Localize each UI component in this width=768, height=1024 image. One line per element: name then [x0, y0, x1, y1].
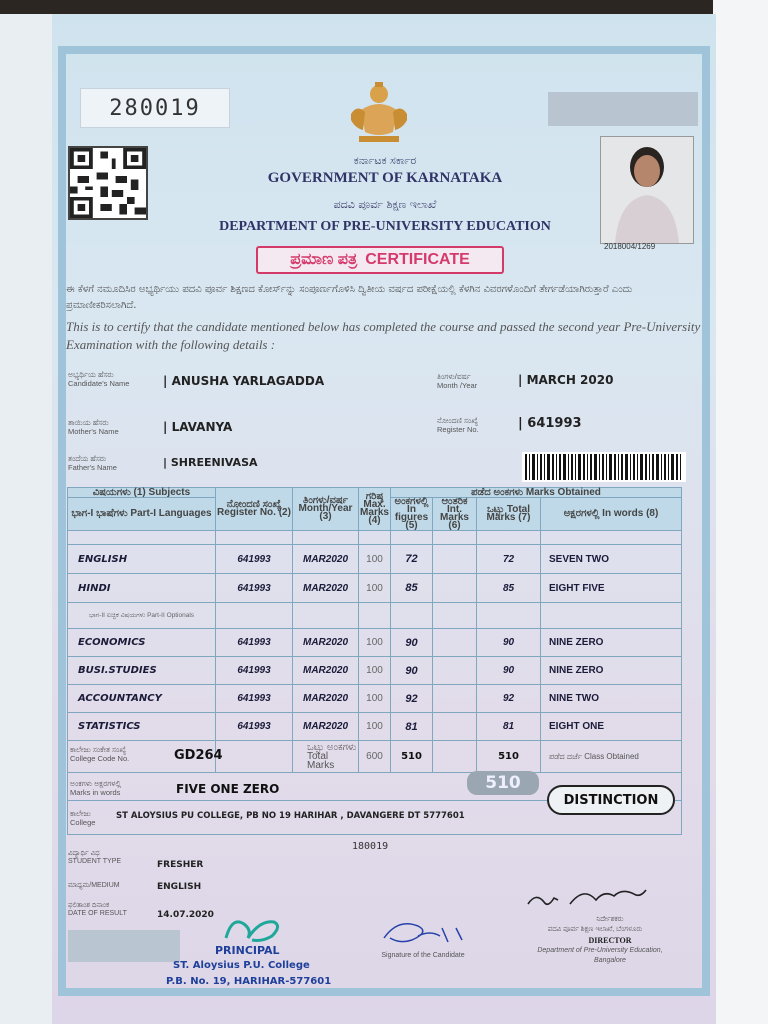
karnataka-emblem-icon — [343, 80, 415, 146]
month-year-label: ತಿಂಗಳು/ವರ್ಷ Month /Year — [437, 372, 478, 390]
college-code: GD264 — [174, 748, 223, 763]
header-total: ಒಟ್ಟು Total Marks (7) — [477, 498, 541, 531]
subject-words: NINE TWO — [541, 685, 682, 713]
subject-max: 100 — [359, 574, 391, 603]
table-row — [68, 657, 682, 685]
subject-marks: 81 — [391, 713, 433, 741]
subject-max: 100 — [359, 657, 391, 685]
qr-code-icon — [68, 146, 148, 220]
candidate-signature-label: Signature of the Candidate — [381, 952, 465, 959]
subject-month: MAR2020 — [293, 629, 359, 657]
subject-marks: 90 — [391, 657, 433, 685]
class-obtained-label: ಪಡೆದ ದರ್ಜೆ Class Obtained — [541, 741, 682, 773]
college-code-label: ಕಾಲೇಜು ಸಂಕೇತ ಸಂಖ್ಯೆ College Code No. — [70, 745, 130, 763]
subject-total: 90 — [477, 629, 541, 657]
subject-name: ACCOUNTANCY — [68, 685, 216, 713]
intro-english: This is to certify that the candidate mentioned below has completed the course and passed the second year Pre-University Examination with the following details : — [66, 319, 701, 352]
college-stamp-line1: ST. Aloysius P.U. College — [173, 960, 310, 971]
mother-name: | LAVANYA — [163, 420, 233, 434]
total-grand: 510 — [477, 741, 541, 773]
subject-name: HINDI — [68, 574, 216, 603]
name-label: ಅಭ್ಯರ್ಥಿಯ ಹೆಸರು Candidate's Name — [68, 370, 130, 388]
certificate-title-kannada: ಪ್ರಮಾಣ ಪತ್ರ — [290, 251, 358, 268]
table-row — [68, 685, 682, 713]
subject-register: 641993 — [216, 657, 293, 685]
director-dept-kannada: ಪದವಿ ಪೂರ್ವ ಶಿಕ್ಷಣ ಇಲಾಖೆ, ಬೆಂಗಳೂರು — [547, 926, 643, 933]
certificate-title — [256, 246, 504, 274]
subject-register: 641993 — [216, 574, 293, 603]
student-type-label: ವಿದ್ಯಾರ್ಥಿ ವಿಧ STUDENT TYPE — [68, 850, 122, 865]
table-row — [68, 574, 682, 603]
student-type: FRESHER — [157, 860, 204, 870]
marks-table — [67, 487, 682, 835]
subject-words: NINE ZERO — [541, 629, 682, 657]
dept-title: DEPARTMENT OF PRE-UNIVERSITY EDUCATION — [219, 219, 551, 234]
gov-title: GOVERNMENT OF KARNATAKA — [267, 170, 503, 186]
barcode-icon — [522, 452, 686, 482]
subject-max: 100 — [359, 685, 391, 713]
serial-number: 280019 — [80, 88, 230, 128]
date-of-result: 14.07.2020 — [157, 910, 214, 920]
totals-row — [68, 741, 682, 773]
subject-month: MAR2020 — [293, 545, 359, 574]
subject-marks: 85 — [391, 574, 433, 603]
subject-max: 100 — [359, 545, 391, 574]
mother-label: ತಾಯಿಯ ಹೆಸರು Mother's Name — [68, 418, 119, 436]
subject-month: MAR2020 — [293, 713, 359, 741]
header-in-words: ಅಕ್ಷರಗಳಲ್ಲಿ In words (8) — [541, 498, 682, 531]
class-obtained: DISTINCTION — [547, 785, 675, 815]
header-part1: ಭಾಗ-I ಭಾಷೆಗಳು Part-I Languages — [68, 498, 216, 531]
subject-name: ECONOMICS — [68, 629, 216, 657]
total-max: 600 — [359, 741, 391, 773]
subject-total: 72 — [477, 545, 541, 574]
subject-register: 641993 — [216, 629, 293, 657]
header-obtained: ಪಡೆದ ಅಂಕಗಳು Marks Obtained — [391, 488, 682, 498]
header-register: ನೋಂದಣಿ ಸಂಖ್ಯೆ Register No. (2) — [216, 488, 293, 531]
subject-month: MAR2020 — [293, 574, 359, 603]
medium-label: ಮಾಧ್ಯಮ/MEDIUM — [68, 882, 120, 889]
redacted-box — [548, 92, 698, 126]
total-obtained: 510 — [391, 741, 433, 773]
table-row — [68, 629, 682, 657]
subject-max: 100 — [359, 713, 391, 741]
subject-register: 641993 — [216, 713, 293, 741]
principal-signature-icon — [222, 910, 284, 946]
photo-id: 2018004/1269 — [604, 242, 656, 251]
register-label: ನೋಂದಣಿ ಸಂಖ್ಯೆ Register No. — [437, 416, 479, 434]
subject-register: 641993 — [216, 545, 293, 574]
total-marks-label: ಒಟ್ಟು ಅಂಕಗಳು Total Marks — [293, 741, 359, 773]
director-signature-icon — [522, 882, 652, 914]
subject-marks: 72 — [391, 545, 433, 574]
photo-background-right — [713, 0, 768, 1024]
subject-max: 100 — [359, 629, 391, 657]
father-label: ತಂದೆಯ ಹೆಸರು Father's Name — [68, 454, 117, 472]
college-stamp-line2: P.B. No. 19, HARIHAR-577601 — [166, 976, 332, 987]
subject-total: 92 — [477, 685, 541, 713]
header-month: ತಿಂಗಳು/ವರ್ಷ Month/Year (3) — [293, 488, 359, 531]
gov-title-kannada: ಕರ್ನಾಟಕ ಸರ್ಕಾರ — [353, 154, 417, 167]
dept-title-kannada: ಪದವಿ ಪೂರ್ವ ಶಿಕ್ಷಣ ಇಲಾಖೆ — [333, 198, 437, 211]
director-label: DIRECTOR — [588, 936, 632, 945]
subject-register: 641993 — [216, 685, 293, 713]
subject-words: EIGHT FIVE — [541, 574, 682, 603]
subject-name: BUSI.STUDIES — [68, 657, 216, 685]
intro-kannada: ಈ ಕೆಳಗೆ ನಮೂದಿಸಿರ ಅಭ್ಯರ್ಥಿಯು ಪದವಿ ಪೂರ್ವ ಶಿಕ್ಷಣದ ಕೋರ್ಸ್‌ನ್ನು ಸಂಪೂರ್ಣಗೊಳಿಸಿ ದ್ವಿತೀಯ ವರ್ಷದ ಪರೀಕ್ಷೆಯಲ್ಲಿ ಕೆಳಗಿನ ವಿವರಗಳೊಂದಿಗೆ ತೇರ್ಗಡೆಯಾಗಿರುತ್ತಾರೆ ಎಂದು ಪ್ರಮಾಣೀಕರಿಸಲಾಗಿದೆ. — [66, 284, 633, 311]
total-badge: 510 — [467, 771, 539, 795]
subject-name: ENGLISH — [68, 545, 216, 574]
header-internal: ಆಂತರಿಕ Int. Marks (6) — [433, 498, 477, 531]
director-dept: Department of Pre-University Education, — [537, 947, 663, 954]
subject-month: MAR2020 — [293, 685, 359, 713]
certificate-title-english: CERTIFICATE — [365, 251, 470, 268]
subject-marks: 90 — [391, 629, 433, 657]
subject-words: NINE ZERO — [541, 657, 682, 685]
handwritten-serial: 180019 — [352, 841, 389, 852]
total-in-words: FIVE ONE ZERO — [176, 782, 280, 796]
photo-background-top — [0, 0, 768, 14]
father-name: | SHREENIVASA — [163, 456, 258, 469]
subject-words: EIGHT ONE — [541, 713, 682, 741]
header-subjects: ವಿಷಯಗಳು (1) Subjects — [68, 488, 216, 498]
date-of-result-label: ಫಲಿತಾಂಶ ದಿನಾಂಕ DATE OF RESULT — [68, 902, 127, 917]
table-row — [68, 545, 682, 574]
exam-month: | MARCH 2020 — [518, 373, 614, 387]
subject-words: SEVEN TWO — [541, 545, 682, 574]
header-in-figures: ಅಂಕಗಳಲ್ಲಿ In figures (5) — [391, 498, 433, 531]
college-label: ಕಾಲೇಜು College — [70, 809, 96, 827]
principal-label: PRINCIPAL — [215, 944, 280, 957]
redacted-box — [68, 930, 180, 962]
medium: ENGLISH — [157, 882, 202, 892]
subject-total: 85 — [477, 574, 541, 603]
subject-marks: 92 — [391, 685, 433, 713]
subject-name: STATISTICS — [68, 713, 216, 741]
director-label-kannada: ನಿರ್ದೇಶಕರು — [596, 916, 624, 923]
subject-total: 81 — [477, 713, 541, 741]
table-row — [68, 713, 682, 741]
register-number: | 641993 — [518, 416, 582, 431]
header-max: ಗರಿಷ್ಠ Max. Marks (4) — [359, 488, 391, 531]
marks-in-words-label: ಅಂಕಗಳು ಅಕ್ಷರಗಳಲ್ಲಿ Marks in words — [70, 779, 122, 797]
candidate-name: | ANUSHA YARLAGADDA — [163, 374, 325, 388]
director-city: Bangalore — [594, 957, 626, 964]
subject-month: MAR2020 — [293, 657, 359, 685]
subject-total: 90 — [477, 657, 541, 685]
part2-header: ಭಾಗ-II ಐಚ್ಛಿಕ ವಿಷಯಗಳು Part-II Optionals — [68, 603, 216, 629]
college-name: ST ALOYSIUS PU COLLEGE, PB NO 19 HARIHAR , DAVANGERE DT 5777601 — [116, 811, 465, 821]
